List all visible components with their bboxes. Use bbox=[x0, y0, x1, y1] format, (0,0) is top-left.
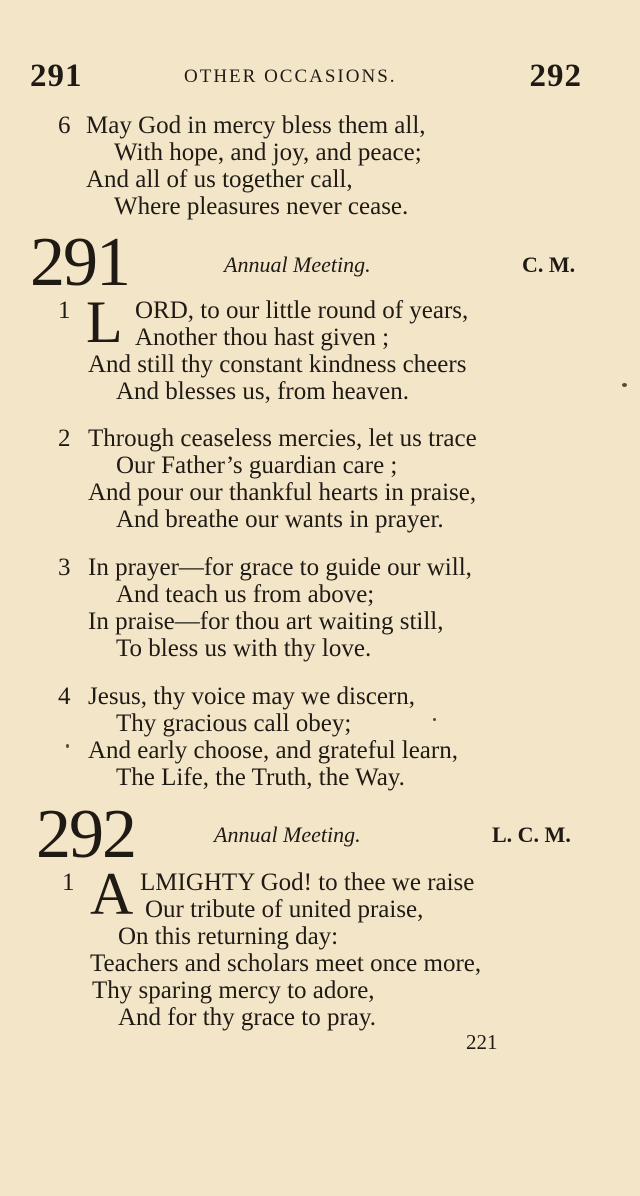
running-head-left-number: 291 bbox=[30, 58, 83, 94]
paper-speck bbox=[433, 718, 436, 721]
verse-line: To bless us with thy love. bbox=[116, 635, 372, 662]
stanza-number: 1 bbox=[58, 297, 71, 324]
verse-line: Through ceaseless mercies, let us trace bbox=[88, 425, 477, 452]
paper-speck bbox=[66, 744, 69, 748]
verse-line: With hope, and joy, and peace; bbox=[114, 139, 422, 166]
verse-line: Our tribute of united praise, bbox=[145, 896, 424, 923]
verse-line: And pour our thankful hearts in praise, bbox=[88, 479, 477, 506]
hymn-number: 292 bbox=[36, 796, 135, 873]
verse-line: LMIGHTY God! to thee we raise bbox=[140, 869, 475, 896]
hymn-title: Annual Meeting. bbox=[224, 252, 371, 277]
verse-line: And early choose, and grateful learn, bbox=[88, 737, 458, 764]
verse-line: Jesus, thy voice may we discern, bbox=[88, 683, 416, 710]
hymn-number: 291 bbox=[30, 224, 129, 301]
verse-line: On this returning day: bbox=[118, 923, 339, 950]
stanza-number: 6 bbox=[58, 112, 71, 139]
verse-line: May God in mercy bless them all, bbox=[86, 112, 426, 139]
verse-line: And breathe our wants in prayer. bbox=[116, 506, 444, 533]
running-head-title: OTHER OCCASIONS. bbox=[184, 66, 397, 87]
verse-line: And all of us together call, bbox=[86, 166, 353, 193]
verse-line: Thy sparing mercy to adore, bbox=[92, 977, 375, 1004]
verse-line: Where pleasures never cease. bbox=[114, 193, 409, 220]
paper-speck bbox=[622, 383, 627, 387]
hymn-title: Annual Meeting. bbox=[214, 822, 361, 847]
hymn-meter: L. C. M. bbox=[492, 822, 571, 847]
verse-line: Our Father’s guardian care ; bbox=[116, 452, 398, 479]
verse-line: In praise—for thou art waiting still, bbox=[88, 608, 444, 635]
verse-line: In prayer—for grace to guide our will, bbox=[88, 554, 472, 581]
stanza-number: 1 bbox=[62, 869, 75, 896]
stanza-number: 3 bbox=[58, 554, 71, 581]
stanza-number: 2 bbox=[58, 425, 71, 452]
verse-line: Teachers and scholars meet once more, bbox=[90, 950, 482, 977]
drop-cap: A bbox=[90, 861, 134, 927]
verse-line: ORD, to our little round of years, bbox=[135, 297, 469, 324]
hymn-meter: C. M. bbox=[522, 252, 576, 277]
verse-line: Another thou hast given ; bbox=[135, 324, 390, 351]
verse-line: Thy gracious call obey; bbox=[116, 710, 352, 737]
stanza-number: 4 bbox=[58, 683, 71, 710]
verse-line: And teach us from above; bbox=[116, 581, 375, 608]
verse-line: The Life, the Truth, the Way. bbox=[116, 764, 405, 791]
verse-line: And for thy grace to pray. bbox=[118, 1004, 377, 1031]
running-head-right-number: 292 bbox=[529, 58, 582, 94]
verse-line: And blesses us, from heaven. bbox=[116, 378, 409, 405]
drop-cap: L bbox=[86, 289, 123, 355]
verse-line: And still thy constant kindness cheers bbox=[88, 351, 467, 378]
page-number: 221 bbox=[466, 1030, 498, 1054]
